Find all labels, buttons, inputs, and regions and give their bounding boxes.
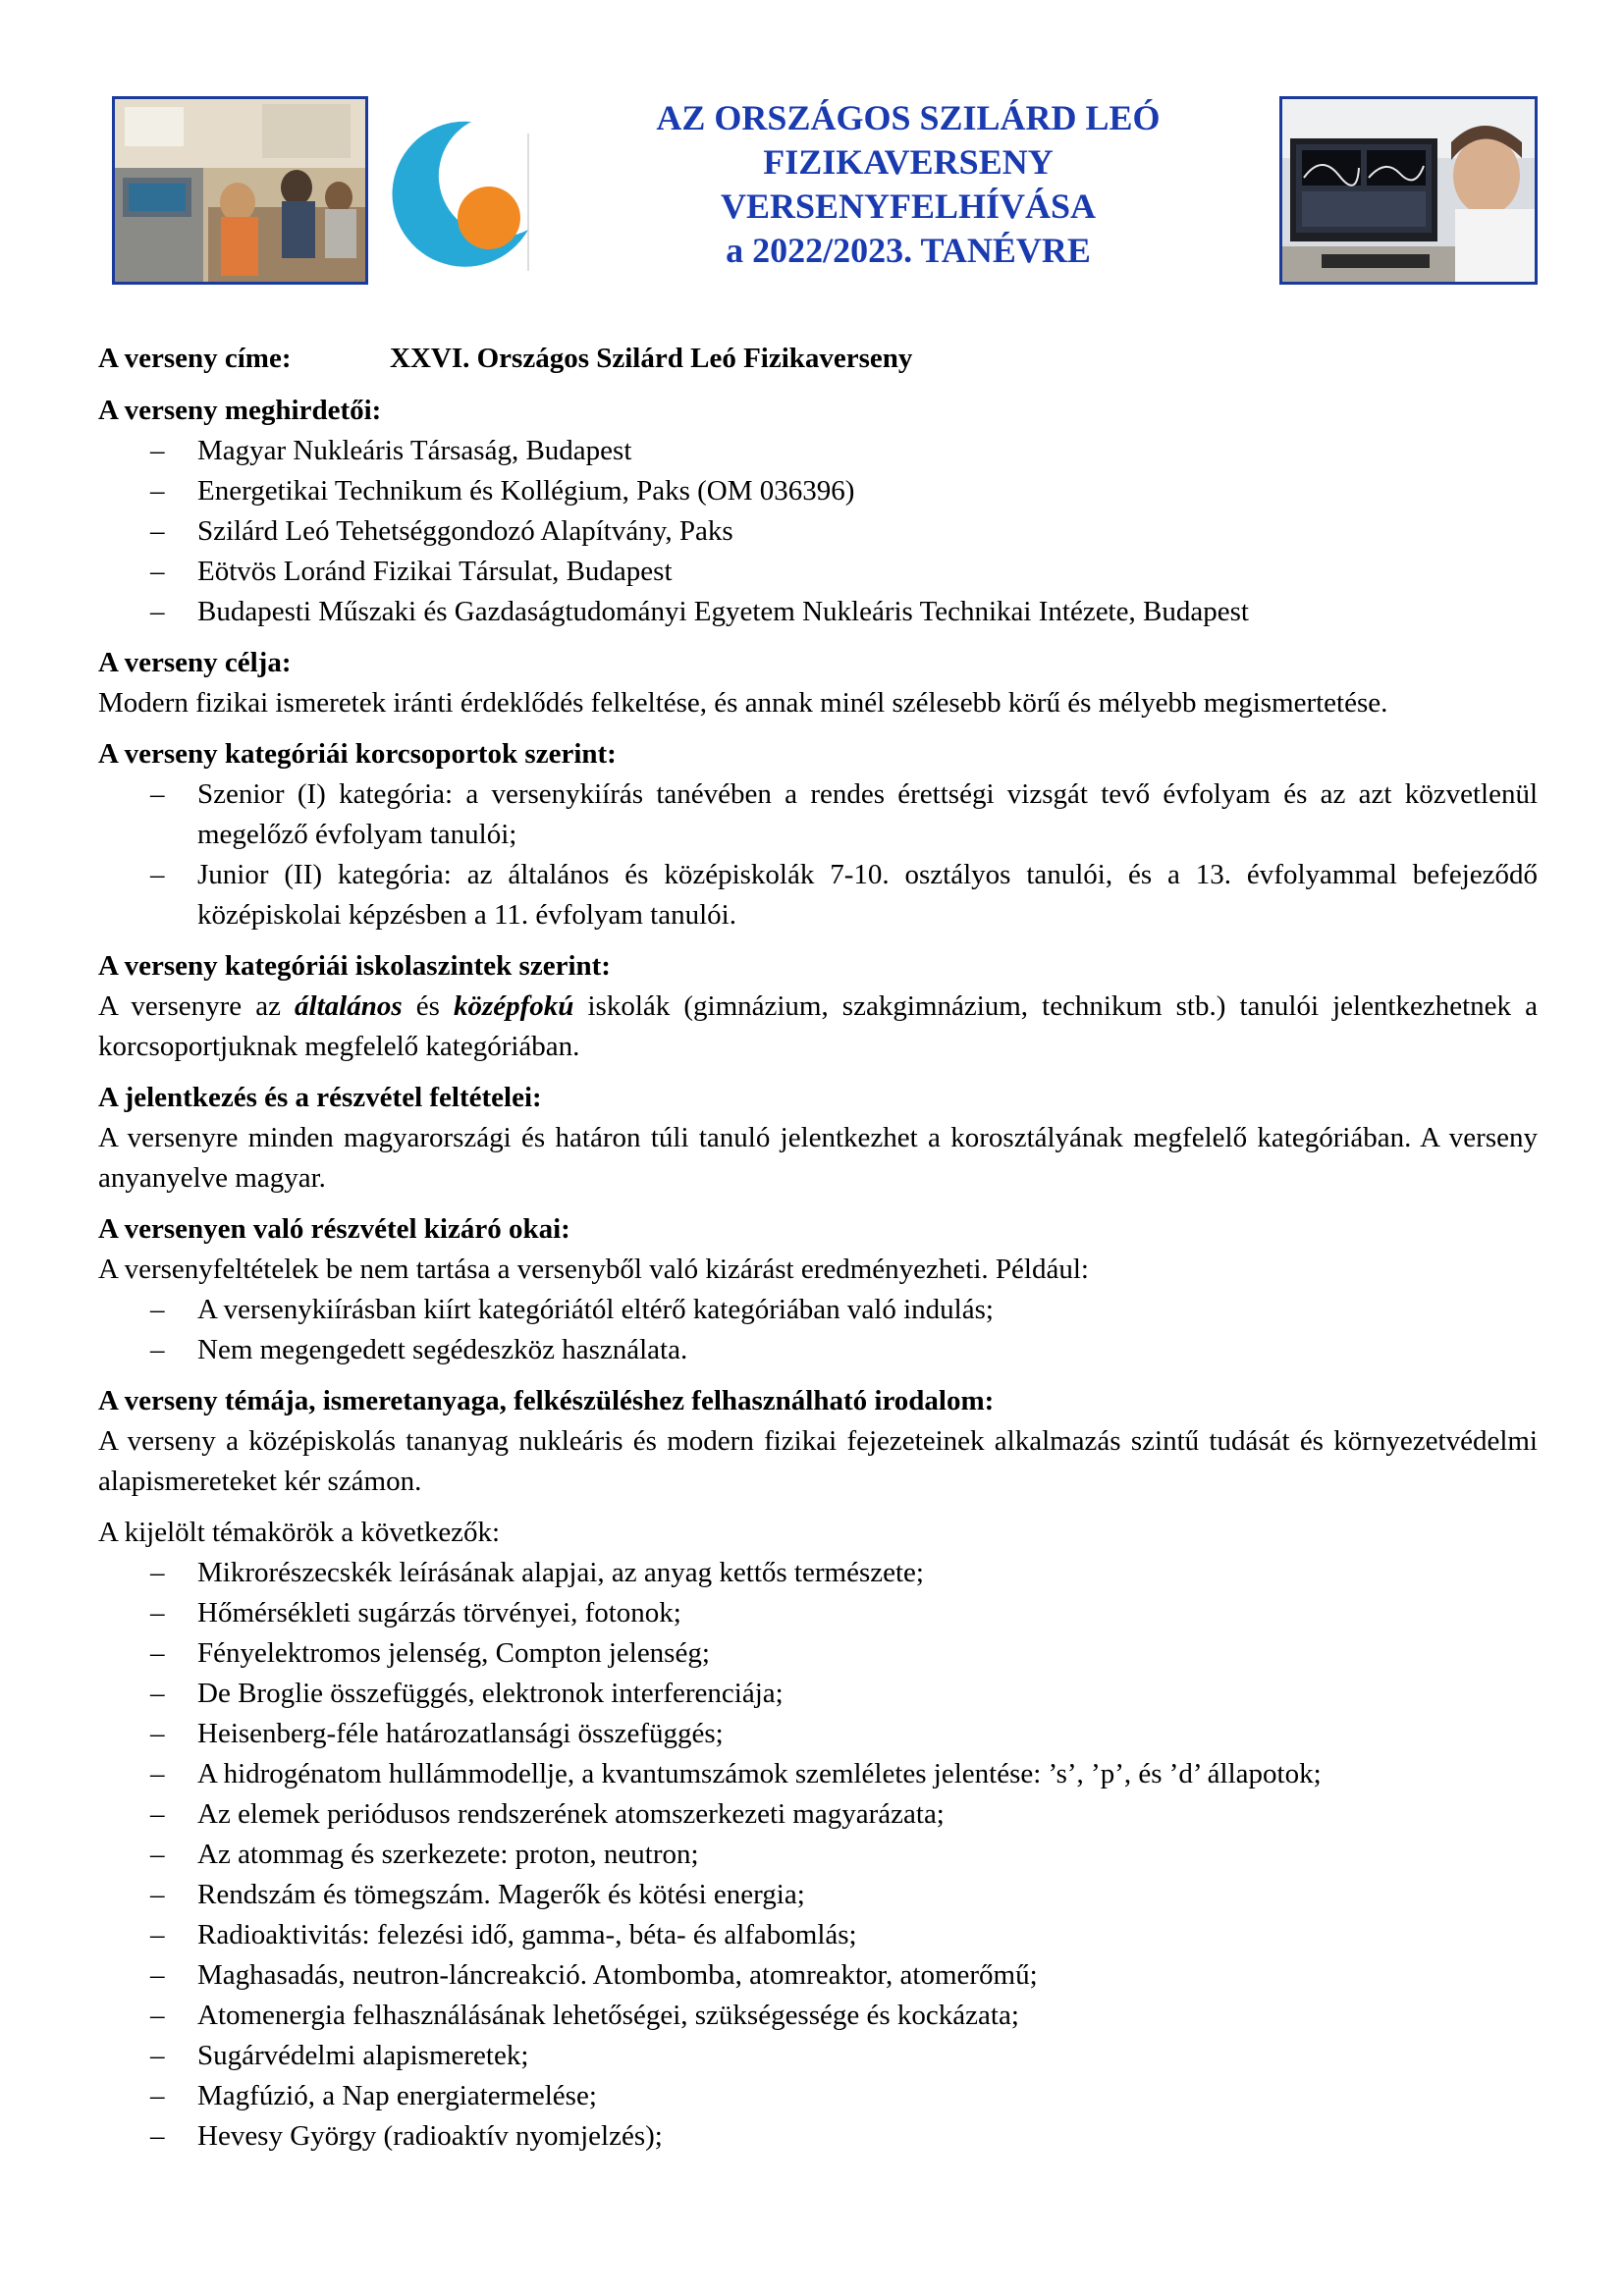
list-item: – De Broglie összefüggés, elektronok interferenciája; [98,1674,1538,1714]
document-title [550,96,1267,273]
organizers-heading: A verseny meghirdetői: [98,395,382,426]
title-line-3: VERSENYFELHÍVÁSA [720,187,1097,226]
list-item: – Az atommag és szerkezete: proton, neutron; [98,1835,1538,1875]
classroom-photo-icon [115,99,365,282]
competition-title-row [98,339,1538,379]
list-item: – Junior (II) kategória: az általános és középiskolák 7-10. osztályos tanulói, és a 13. évfolyammal befejeződő középiskolai képzésben a 11. évfolyam tanulói. [98,855,1538,935]
list-item: – Szilárd Leó Tehetséggondozó Alapítvány, Paks [98,511,1538,552]
school-categories-text [98,987,1538,1067]
school-categories-section [98,946,1538,1067]
goal-heading: A verseny célja: [98,647,292,678]
registration-text: A versenyre minden magyarországi és határon túli tanuló jelentkezhet a korosztályának megfelelő kategóriában. A verseny anyanyelve magyar. [98,1122,1538,1194]
list-item: – Magyar Nukleáris Társaság, Budapest [98,431,1538,471]
school-text-c: iskolák (gimnázium, szakgimnázium, technikum stb.) tanulói jelentkezhetnek a korcsoportjuknak megfelelő kategóriában. [98,990,1538,1062]
school-text-b: és [402,990,454,1022]
list-item: – Budapesti Műszaki és Gazdaságtudományi Egyetem Nukleáris Technikai Intézete, Budapest [98,592,1538,632]
competition-title-value: XXVI. Országos Szilárd Leó Fizikaverseny [390,343,913,374]
school-emphasis-secondary: középfokú [453,990,574,1022]
school-text-a: A versenyre az [98,990,296,1022]
organizers-list [98,431,1538,632]
exclusion-list [98,1290,1538,1370]
list-item: – Rendszám és tömegszám. Magerők és kötési energia; [98,1875,1538,1915]
student-computer-photo [1279,96,1538,285]
list-item: – Mikrorészecskék leírásának alapjai, az anyag kettős természete; [98,1553,1538,1593]
list-item: – A versenykiírásban kiírt kategóriától eltérő kategóriában való indulás; [98,1290,1538,1330]
topics-list-section [98,1513,1538,2157]
list-item: – Atomenergia felhasználásának lehetőségei, szükségessége és kockázata; [98,1996,1538,2036]
registration-heading: A jelentkezés és a részvétel feltételei: [98,1082,542,1113]
organizers-section [98,391,1538,632]
list-item: – A hidrogénatom hullámmodellje, a kvantumszámok szemléletes jelentése: ’s’, ’p’, és ’d’ állapotok; [98,1754,1538,1794]
goal-section [98,643,1538,723]
age-categories-section [98,734,1538,935]
topics-intro: A kijelölt témakörök a következők: [98,1517,501,1548]
topic-text: A verseny a középiskolás tananyag nukleáris és modern fizikai fejezeteinek alkalmazás szintű tudását és környezetvédelmi alapismereteket kér számon. [98,1425,1538,1497]
competition-logo [381,114,538,275]
list-item: – Energetikai Technikum és Kollégium, Paks (OM 036396) [98,471,1538,511]
exclusion-text: A versenyfeltételek be nem tartása a versenyből való kizárást eredményezheti. Például: [98,1254,1089,1285]
list-item: – Sugárvédelmi alapismeretek; [98,2036,1538,2076]
age-categories-heading: A verseny kategóriái korcsoportok szerint: [98,738,617,770]
list-item: – Nem megengedett segédeszköz használata. [98,1330,1538,1370]
title-line-1: AZ ORSZÁGOS SZILÁRD LEÓ [656,98,1161,137]
exclusion-heading: A versenyen való részvétel kizáró okai: [98,1213,570,1245]
list-item: – Fényelektromos jelenség, Compton jelenség; [98,1633,1538,1674]
goal-text: Modern fizikai ismeretek iránti érdeklődés felkeltése, és annak minél szélesebb körű és mélyebb megismertetése. [98,687,1388,719]
list-item: – Hőmérsékleti sugárzás törvényei, fotonok; [98,1593,1538,1633]
classroom-photo [112,96,368,285]
age-categories-list [98,774,1538,935]
list-item: – Magfúzió, a Nap energiatermelése; [98,2076,1538,2116]
list-item: – Radioaktivitás: felezési idő, gamma-, béta- és alfabomlás; [98,1915,1538,1955]
list-item: – Heisenberg-féle határozatlansági összefüggés; [98,1714,1538,1754]
registration-section [98,1078,1538,1199]
school-categories-heading: A verseny kategóriái iskolaszintek szerint: [98,950,611,982]
logo-icon [381,114,538,275]
title-line-4: a 2022/2023. TANÉVRE [726,231,1091,270]
list-item: – Eötvös Loránd Fizikai Társulat, Budapest [98,552,1538,592]
list-item: – Hevesy György (radioaktív nyomjelzés); [98,2116,1538,2157]
student-computer-photo-icon [1282,99,1535,282]
title-line-2: FIZIKAVERSENY [763,142,1054,182]
exclusion-section [98,1209,1538,1370]
competition-title-label: A verseny címe: [98,343,292,374]
school-emphasis-general: általános [295,990,403,1022]
topic-section [98,1381,1538,1502]
topic-heading: A verseny témája, ismeretanyaga, felkészüléshez felhasználható irodalom: [98,1385,995,1416]
list-item: – Szenior (I) kategória: a versenykiírás tanévében a rendes érettségi vizsgát tevő évfolyam és az azt közvetlenül megelőző évfolyam tanulói; [98,774,1538,855]
list-item: – Az elemek periódusos rendszerének atomszerkezeti magyarázata; [98,1794,1538,1835]
document-body [98,339,1538,2167]
topics-list [98,1553,1538,2157]
list-item: – Maghasadás, neutron-láncreakció. Atombomba, atomreaktor, atomerőmű; [98,1955,1538,1996]
